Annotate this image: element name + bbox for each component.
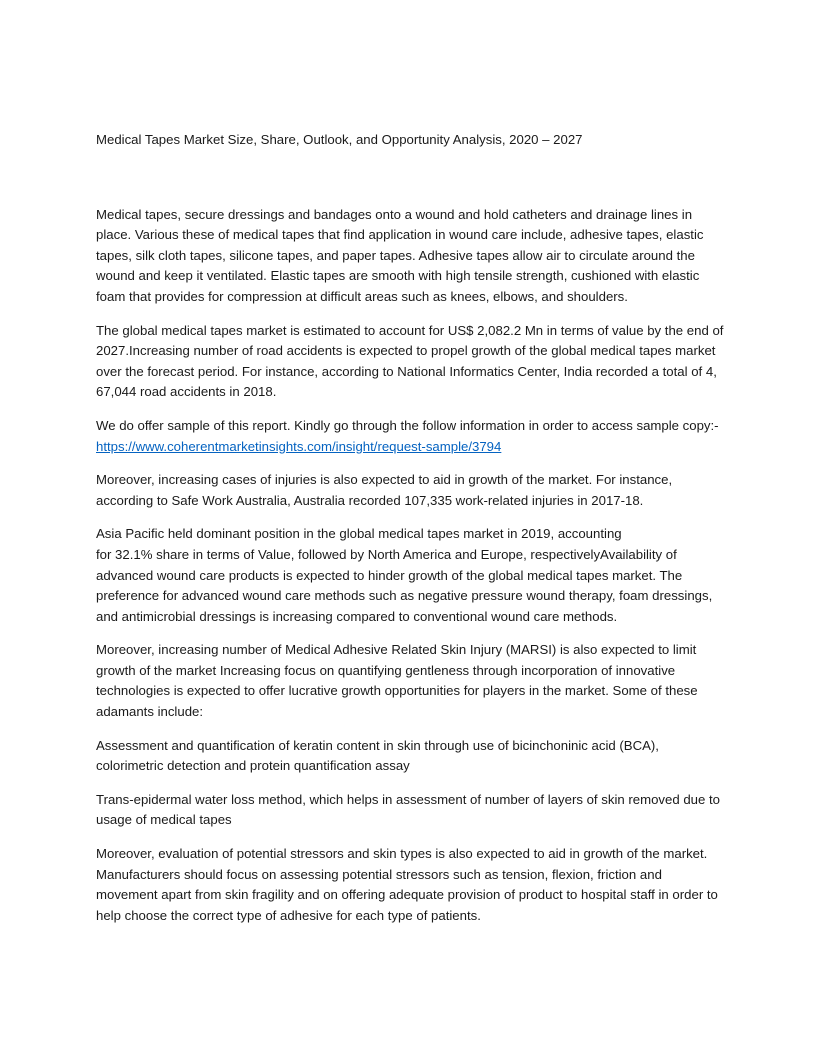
paragraph-intro: Medical tapes, secure dressings and bandages onto a wound and hold catheters and drainage lines in place. Various these of medical tapes that find application in wound care include, adhesive tapes, elastic tapes, silk cloth tapes, silicone tapes, and paper tapes. Adhesive tapes allow air to circulate around the wound and keep it ventilated. Elastic tapes are smooth with high tensile strength, cushioned with elastic foam that provides for compression at difficult areas such as knees, elbows, and shoulders.	[96, 206, 704, 304]
paragraph-marsi: Moreover, increasing number of Medical Adhesive Related Skin Injury (MARSI) is also expected to limit growth of the market Increasing focus on quantifying gentleness through incorporation of innovative technologies is expected to offer lucrative growth opportunities for players in the market. Some of these adamants include:	[96, 642, 698, 720]
sample-text: We do offer sample of this report. Kindly go through the follow information in order to access sample copy:-	[96, 417, 719, 433]
paragraph-stressors: Moreover, evaluation of potential stressors and skin types is also expected to aid in growth of the market. Manufacturers should focus on assessing potential stressors such as tension, flexion, friction and movement apart from skin fragility and on offering adequate provision of product to hospital staff in order to help choose the correct type of adhesive for each type of patients.	[96, 846, 718, 923]
paragraph-sample	[96, 416, 726, 457]
paragraph-market-size: The global medical tapes market is estimated to account for US$ 2,082.2 Mn in terms of value by the end of 2027.Increasing number of road accidents is expected to propel growth of the global medical tapes market over the forecast period. For instance, according to National Informatics Center, India recorded a total of 4, 67,044 road accidents in 2018.	[96, 322, 724, 400]
asia-pacific-line1: Asia Pacific held dominant position in the global medical tapes market in 2019, accounting	[96, 526, 622, 542]
sample-link[interactable]: https://www.coherentmarketinsights.com/insight/request-sample/3794	[96, 438, 502, 454]
document-page	[96, 130, 726, 939]
document-title: Medical Tapes Market Size, Share, Outlook, and Opportunity Analysis, 2020 – 2027	[96, 132, 583, 147]
paragraph-asia-pacific	[96, 524, 726, 627]
paragraph-keratin: Assessment and quantification of keratin content in skin through use of bicinchoninic acid (BCA), colorimetric detection and protein quantification assay	[96, 737, 659, 774]
paragraph-water-loss: Trans-epidermal water loss method, which helps in assessment of number of layers of skin removed due to usage of medical tapes	[96, 791, 721, 828]
asia-pacific-rest: for 32.1% share in terms of Value, followed by North America and Europe, respectivelyAvailability of advanced wound care products is expected to hinder growth of the global medical tapes market. The preference for advanced wound care methods such as negative pressure wound therapy, foam dressings, and antimicrobial dressings is increasing compared to conventional wound care methods.	[96, 546, 713, 624]
paragraph-injuries: Moreover, increasing cases of injuries is also expected to aid in growth of the market. For instance, according to Safe Work Australia, Australia recorded 107,335 work-related injuries in 2017-18.	[96, 472, 673, 508]
